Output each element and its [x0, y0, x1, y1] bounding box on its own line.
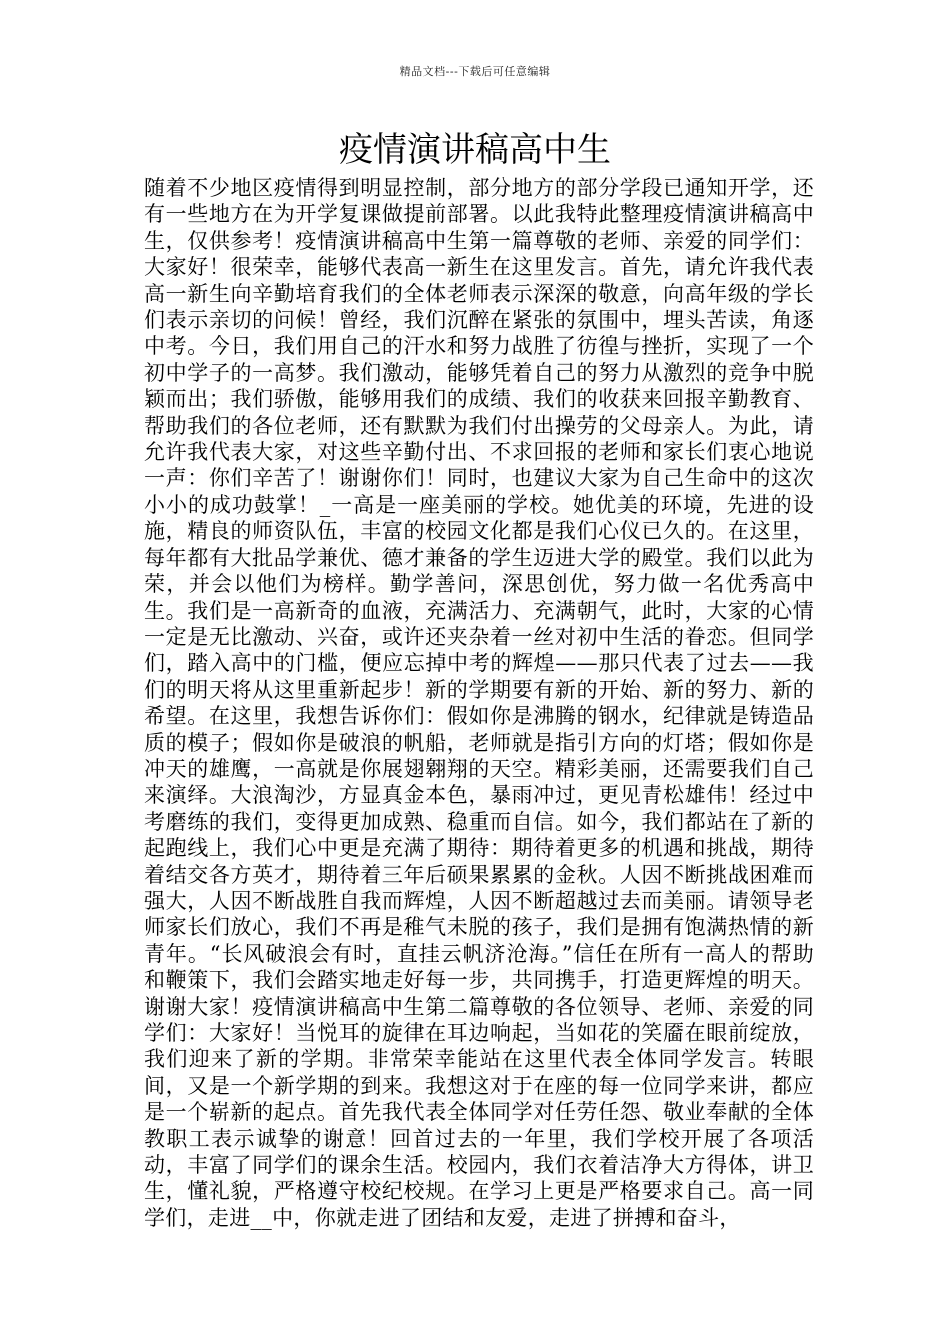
page-header-note: 精品文档---下载后可任意编辑: [399, 65, 551, 78]
document-body-text: 随着不少地区疫情得到明显控制，部分地方的部分学段已通知开学，还有一些地方在为开学复课做提前部署。以此我特此整理疫情演讲稿高中生，仅供参考！疫情演讲稿高中生第一篇尊敬的老师、亲爱的同学们：大家好！很荣幸，能够代表高一新生在这里发言。首先，请允许我代表高一新生向辛勤培育我们的全体老师表示深深的敬意，向高年级的学长们表示亲切的问候！曾经，我们沉醉在紧张的氛围中，埋头苦读，角逐中考。今日，我们用自己的汗水和努力战胜了彷徨与挫折，实现了一个初中学子的一高梦。我们激动，能够凭着自己的努力从激烈的竞争中脱颖而出；我们骄傲，能够用我们的成绩、我们的收获来回报辛勤教育、帮助我们的各位老师，还有默默为我们付出操劳的父母亲人。为此，请允许我代表大家，对这些辛勤付出、不求回报的老师和家长们衷心地说一声：你们辛苦了！谢谢你们！同时，也建议大家为自己生命中的这次小小的成功鼓掌！_一高是一座美丽的学校。她优美的环境，先进的设施，精良的师资队伍，丰富的校园文化都是我们心仪已久的。在这里，每年都有大批品学兼优、德才兼备的学生迈进大学的殿堂。我们以此为荣，并会以他们为榜样。勤学善问，深思创优，努力做一名优秀高中生。我们是一高新奇的血液，充满活力、充满朝气，此时，大家的心情一定是无比激动、兴奋，或许还夹杂着一丝对初中生活的眷恋。但同学们，踏入高中的门槛，便应忘掉中考的辉煌——那只代表了过去——我们的明天将从这里重新起步！新的学期要有新的开始、新的努力、新的希望。在这里，我想告诉你们：假如你是沸腾的钢水，纪律就是铸造品质的模子；假如你是破浪的帆船，老师就是指引方向的灯塔；假如你是冲天的雄鹰，一高就是你展翅翱翔的天空。精彩美丽，还需要我们自己来演绎。大浪淘沙，方显真金本色，暴雨冲过，更见青松雄伟！经过中考磨练的我们，变得更加成熟、稳重而自信。如今，我们都站在了新的起跑线上，我们心中更是充满了期待：期待着更多的机遇和挑战，期待着结交各方英才，期待着三年后硕果累累的金秋。人因不断挑战困难而强大，人因不断战胜自我而辉煌，人因不断超越过去而美丽。请领导老师家长们放心，我们不再是稚气未脱的孩子，我们是拥有饱满热情的新青年。“长风破浪会有时，直挂云帆济沧海。”信任在所有一高人的帮助和鞭策下，我们会踏实地走好每一步，共同携手，打造更辉煌的明天。谢谢大家！疫情演讲稿高中生第二篇尊敬的各位领导、老师、亲爱的同学们：大家好！当悦耳的旋律在耳边响起，当如花的笑靥在眼前绽放，我们迎来了新的学期。非常荣幸能站在这里代表全体同学发言。转眼间，又是一个新学期的到来。我想这对于在座的每一位同学来讲，都应是一个崭新的起点。首先我代表全体同学对任劳任怨、敬业奉献的全体教职工表示诚挚的谢意！回首过去的一年里，我们学校开展了各项活动，丰富了同学们的课余生活。校园内，我们衣着洁净大方得体，讲卫生，懂礼貌，严格遵守校纪校规。在学习上更是严格要求自己。高一同学们，走进__中，你就走进了团结和友爱，走进了拼搏和奋斗，: [144, 176, 814, 1230]
document-title: 疫情演讲稿高中生: [339, 130, 611, 170]
